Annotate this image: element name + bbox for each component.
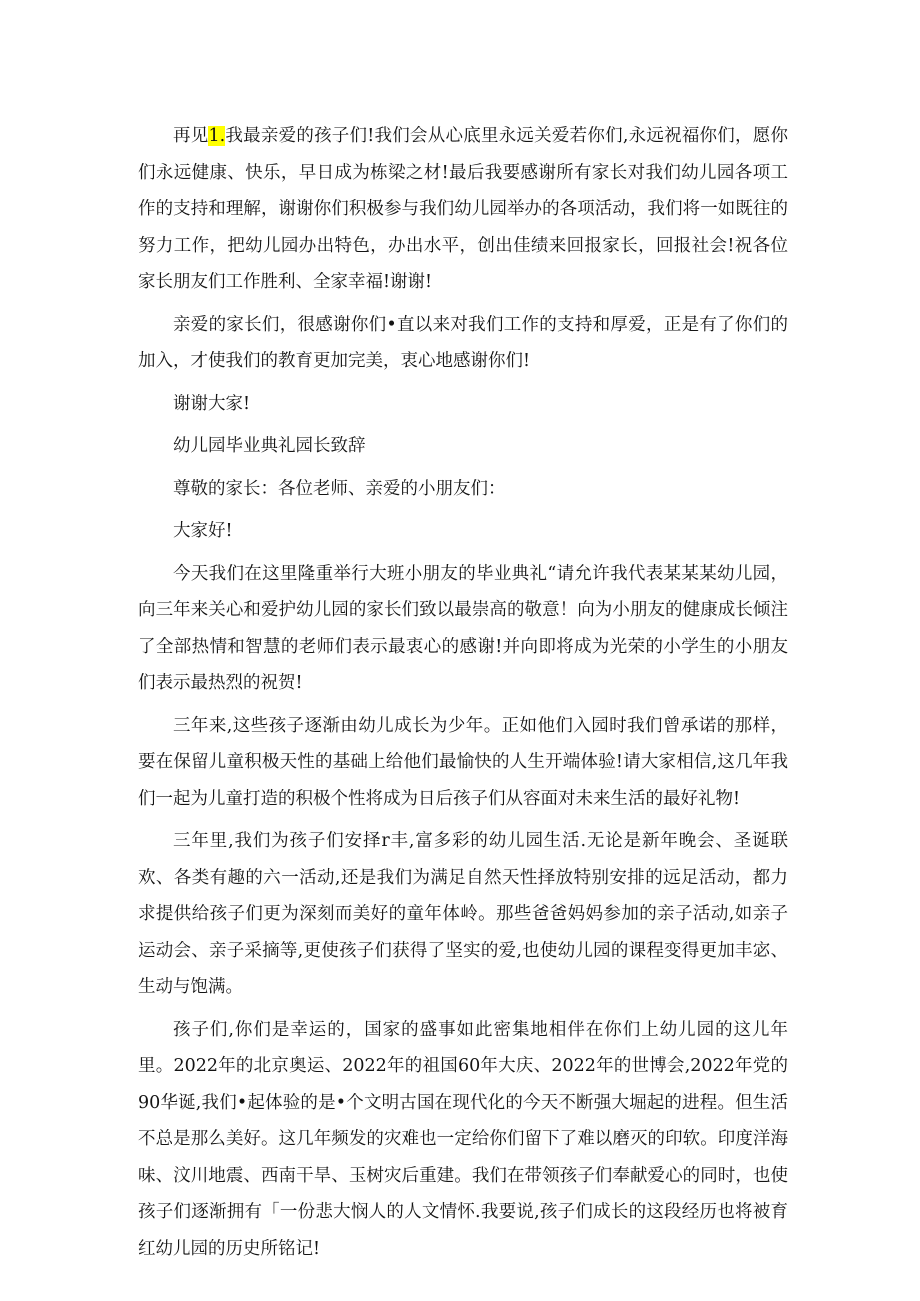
highlighted-list-marker: 1. [208,126,226,146]
paragraph-farewell [138,118,788,301]
paragraph-three-years: 三年来,这些孩子逐渐由幼儿成长为少年。正如他们入园时我们曾承诺的那样，要在保留儿童积极天性的基础上给他们最愉快的人生开端体验!请大家相信,这几年我们一起为儿童打造的积极个性将成为日后孩子们从容面对未来生活的最好礼物! [138,715,788,809]
paragraph-lead: 再见 [173,126,209,146]
document-page [138,118,788,1273]
greeting: 大家好! [173,521,233,541]
salutation: 尊敬的家长：各位老师、亲爱的小朋友们： [173,478,506,499]
speech-title: 幼儿园毕业典礼园长致辞 [173,436,366,456]
paragraph-fortunate: 孩子们,你们是幸运的，国家的盛事如此密集地相伴在你们上幼儿园的这儿年里。2022年的北京奥运、2022年的祖国60年大庆、2022年的世博会,2022年党的90华诞,我们•起体验的是•个文明古国在现代化的今天不断强大堀起的进程。但生活不总是那么美好。这几年频发的灾难也一定给你们留下了难以磨灭的印软。印度洋海味、汶川地震、西南干旱、玉树灾后重建。我们在带领孩子们奉献爱心的同时，也使孩子们逐渐拥有「一份悲大悯人的人文情怀.我要说,孩子们成长的这段经历也将被育红幼儿园的历史所铭记! [138,1019,788,1259]
paragraph-activities: 三年里,我们为孩子们安择r丰,富多彩的幼儿园生活.无论是新年晚会、圣诞联欢、各类有趣的六一活动,还是我们为满足自然天性择放特别安排的远足活动，都力求提供给孩子们更为深刻而美好的童年体岭。那些爸爸妈妈参加的亲子活动,如亲子运动会、亲子采摘等,更使孩子们获得了坚实的爱,也使幼儿园的课程变得更加丰宓、生动与饱满。 [138,831,788,997]
paragraph-thank-you: 谢谢大家! [173,393,251,414]
paragraph-thanks-parents: 亲爱的家长们，很感谢你们•直以来对我们工作的支持和厚爱，正是有了你们的加入，才使我们的教育更加完美，衷心地感谢你们! [138,314,788,371]
paragraph-ceremony: 今天我们在这里隆重举行大班小朋友的毕业典礼“请允许我代表某某某幼儿园，向三年来关心和爱护幼儿园的家长们致以最崇高的敬意！向为小朋友的健康成长倾注了全部热情和智慧的老师们表示最衷心的感谢!并向即将成为光荣的小学生的小朋友们表示最热烈的祝贺! [138,563,788,693]
paragraph-text: 我最亲爱的孩子们!我们会从心底里永远关爱若你们,永远祝福你们，愿你们永远健康、快乐，早日成为栋梁之材!最后我要感谢所有家长对我们幼儿园各项工作的支持和理解，谢谢你们积极参与我们幼儿园举办的各项活动，我们将一如既往的努力工作，把幼儿园办出特色，办出水平，创出佳绩来回报家长，回报社会!祝各位家长朋友们工作胜利、全家幸福!谢谢! [138,126,788,292]
